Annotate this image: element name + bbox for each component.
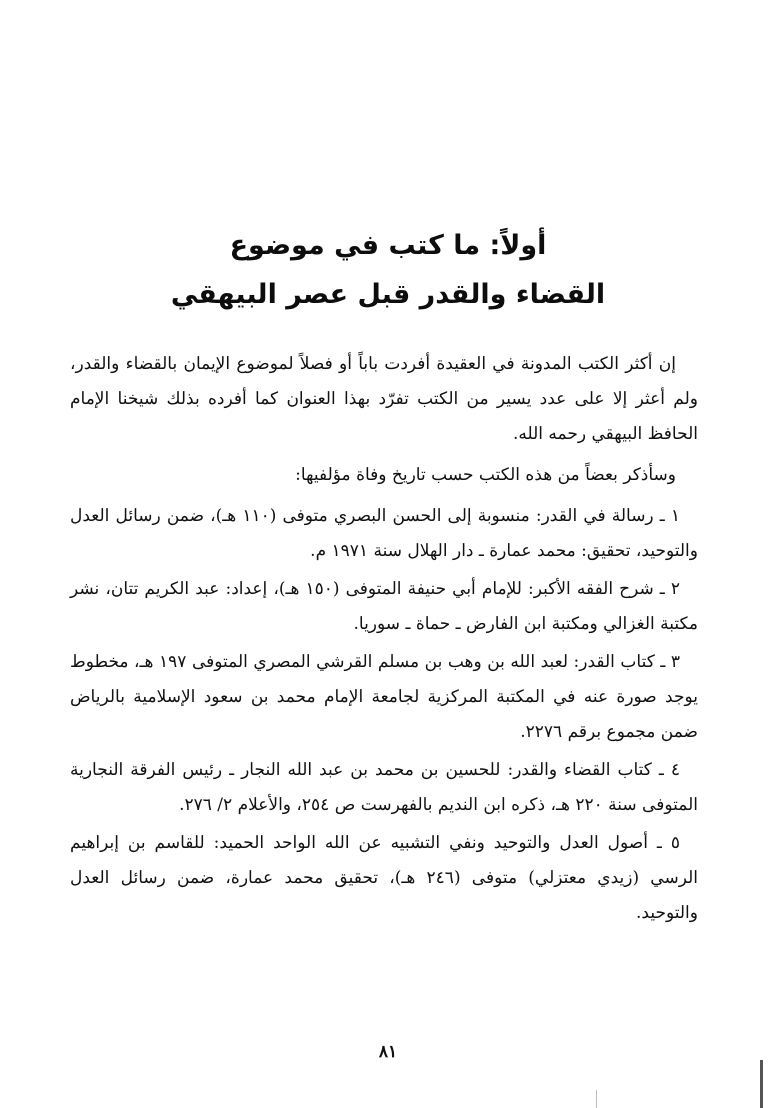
list-item-5: ٥ ـ أصول العدل والتوحيد ونفي التشبيه عن الله الواحد الحميد: للقاسم بن إبراهيم الرسي (زيدي معتزلي) متوفى (٢٤٦ هـ)، تحقيق محمد عمارة، ضمن رسائل العدل والتوحيد. — [70, 833, 699, 923]
list-item-1: ١ ـ رسالة في القدر: منسوبة إلى الحسن البصري متوفى (١١٠ هـ)، ضمن رسائل العدل والتوحيد، تحقيق: محمد عمارة ـ دار الهلال سنة ١٩٧١ م. — [70, 506, 698, 561]
scan-edge-line — [596, 1090, 597, 1108]
list-item-3: ٣ ـ كتاب القدر: لعبد الله بن وهب بن مسلم القرشي المصري المتوفى ١٩٧ هـ، مخطوط يوجد صورة عنه في المكتبة المركزية لجامعة الإمام محمد بن سعود الإسلامية بالرياض ضمن مجموع برقم ٢٢٧٦. — [70, 652, 698, 742]
list-item-4: ٤ ـ كتاب القضاء والقدر: للحسين بن محمد بن عبد الله النجار ـ رئيس الفرقة النجارية المتوفى سنة ٢٢٠ هـ، ذكره ابن النديم بالفهرست ص ٢٥٤، والأعلام ٢/ ٢٧٦. — [70, 760, 698, 815]
section-heading-line-2: القضاء والقدر قبل عصر البيهقي — [170, 279, 606, 310]
scan-edge-mark — [760, 1060, 763, 1108]
section-heading-line-1: أولاً: ما كتب في موضوع — [229, 230, 547, 261]
list-intro-paragraph: وسأذكر بعضاً من هذه الكتب حسب تاريخ وفاة مؤلفيها: — [295, 465, 676, 485]
list-item-2: ٢ ـ شرح الفقه الأكبر: للإمام أبي حنيفة المتوفى (١٥٠ هـ)، إعداد: عبد الكريم تتان، نشر مكتبة الغزالي ومكتبة ابن الفارض ـ حماة ـ سوريا. — [70, 579, 698, 634]
intro-paragraph: إن أكثر الكتب المدونة في العقيدة أفردت باباً أو فصلاً لموضوع الإيمان بالقضاء والقدر، ولم أعثر إلا على عدد يسير من الكتب تفرّد بهذا العنوان كما أفرده بذلك شيخنا الإمام الحافظ البيهقي رحمه الله. — [70, 354, 698, 444]
page-number: ٨١ — [378, 1042, 398, 1062]
page-body — [70, 347, 698, 934]
